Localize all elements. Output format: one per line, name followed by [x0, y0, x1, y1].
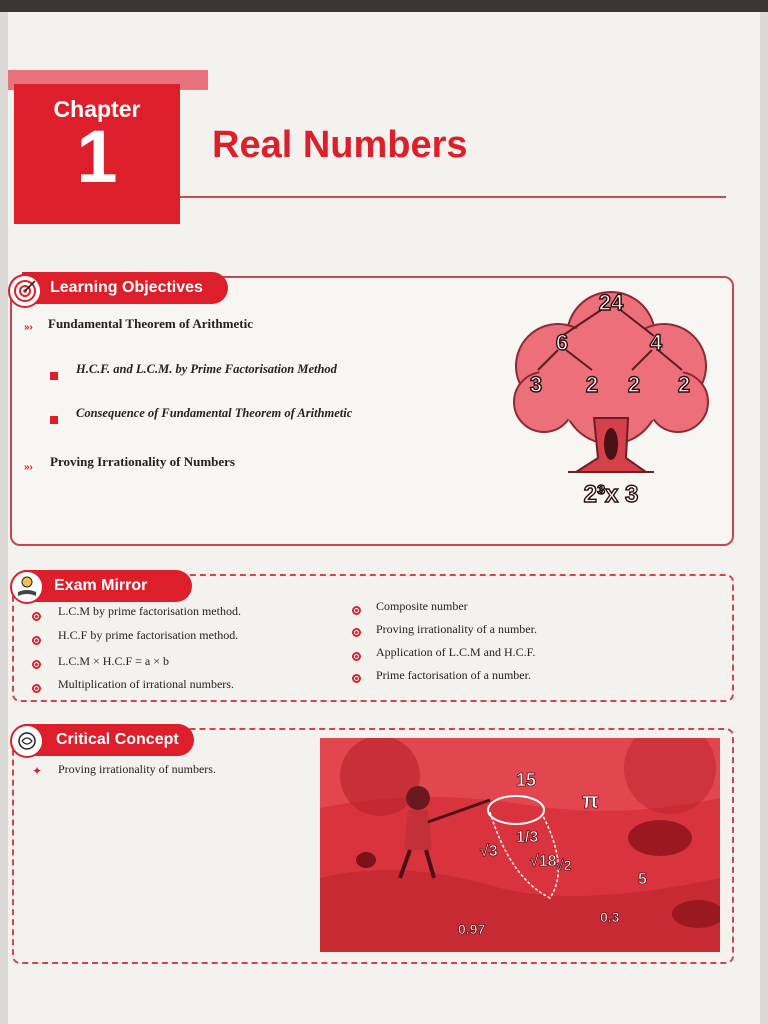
bullet-icon	[32, 612, 41, 621]
tree-leaf: 2	[677, 372, 691, 397]
number-fishing-illustration	[320, 738, 720, 952]
brain-icon	[10, 724, 44, 758]
scene-number: 5	[638, 871, 647, 888]
scene-number: π	[582, 788, 599, 813]
chapter-number: 1	[76, 115, 118, 198]
critical-concept-tab	[24, 724, 194, 756]
tree-node: 4	[649, 330, 663, 355]
scene-number: 1/3	[516, 829, 539, 846]
exam-mirror-heading: Exam Mirror	[54, 577, 148, 594]
exam-mirror-item: L.C.M by prime factorisation method.	[58, 604, 241, 618]
exam-mirror-item: Proving irrationality of a number.	[376, 622, 537, 636]
title-rule	[180, 196, 726, 198]
exam-mirror-item: Composite number	[376, 599, 468, 613]
chapter-box	[14, 84, 180, 224]
star-bullet-icon: ✦	[32, 764, 43, 778]
scene-number: √2	[556, 857, 572, 873]
target-icon	[8, 274, 42, 308]
learning-objectives-tab	[22, 272, 228, 304]
arrow-bullet-icon: »›	[24, 322, 33, 333]
objective-subitem: H.C.F. and L.C.M. by Prime Factorisation Method	[76, 362, 337, 376]
top-shadow	[0, 0, 768, 12]
square-bullet-icon	[50, 372, 58, 380]
scene-number: 15	[516, 770, 537, 790]
scene-number: √18	[530, 853, 557, 870]
exam-mirror-tab	[24, 570, 192, 602]
tree-leaf: 3	[529, 372, 543, 397]
critical-concept-item: Proving irrationality of numbers.	[58, 762, 216, 776]
objective-item: Proving Irrationality of Numbers	[50, 454, 235, 469]
bullet-icon	[32, 660, 41, 669]
learning-objectives-heading: Learning Objectives	[50, 279, 203, 296]
chapter-title: Real Numbers	[212, 124, 468, 166]
tree-node: 6	[555, 330, 569, 355]
exam-mirror-item: Prime factorisation of a number.	[376, 668, 531, 682]
book-bulb-icon	[10, 570, 44, 604]
critical-concept-heading: Critical Concept	[56, 731, 179, 748]
bullet-icon	[32, 684, 41, 693]
exam-mirror-item: H.C.F by prime factorisation method.	[58, 628, 239, 642]
exam-mirror-item: L.C.M × H.C.F = a × b	[58, 654, 169, 668]
square-bullet-icon	[50, 416, 58, 424]
bullet-icon	[32, 636, 41, 645]
exam-mirror-item: Multiplication of irrational numbers.	[58, 677, 234, 691]
bullet-icon	[352, 606, 361, 615]
scene-number: √3	[480, 843, 498, 860]
chapter-label: Chapter	[53, 96, 141, 122]
objective-item: Fundamental Theorem of Arithmetic	[48, 316, 253, 331]
factor-tree-illustration	[506, 286, 716, 514]
objective-subitem: Consequence of Fundamental Theorem of Arithmetic	[76, 406, 353, 420]
bullet-icon	[352, 652, 361, 661]
arrow-bullet-icon: »›	[24, 462, 33, 473]
bullet-icon	[352, 628, 361, 637]
scene-number: 0.97	[458, 921, 486, 937]
exam-mirror-item: Application of L.C.M and H.C.F.	[376, 645, 536, 659]
scene-number: 0.3	[600, 909, 620, 925]
tree-root: 24	[598, 290, 624, 315]
bullet-icon	[352, 674, 361, 683]
tree-result: 2³x 3	[583, 481, 639, 508]
tree-leaf: 2	[627, 372, 641, 397]
tree-leaf: 2	[585, 372, 599, 397]
